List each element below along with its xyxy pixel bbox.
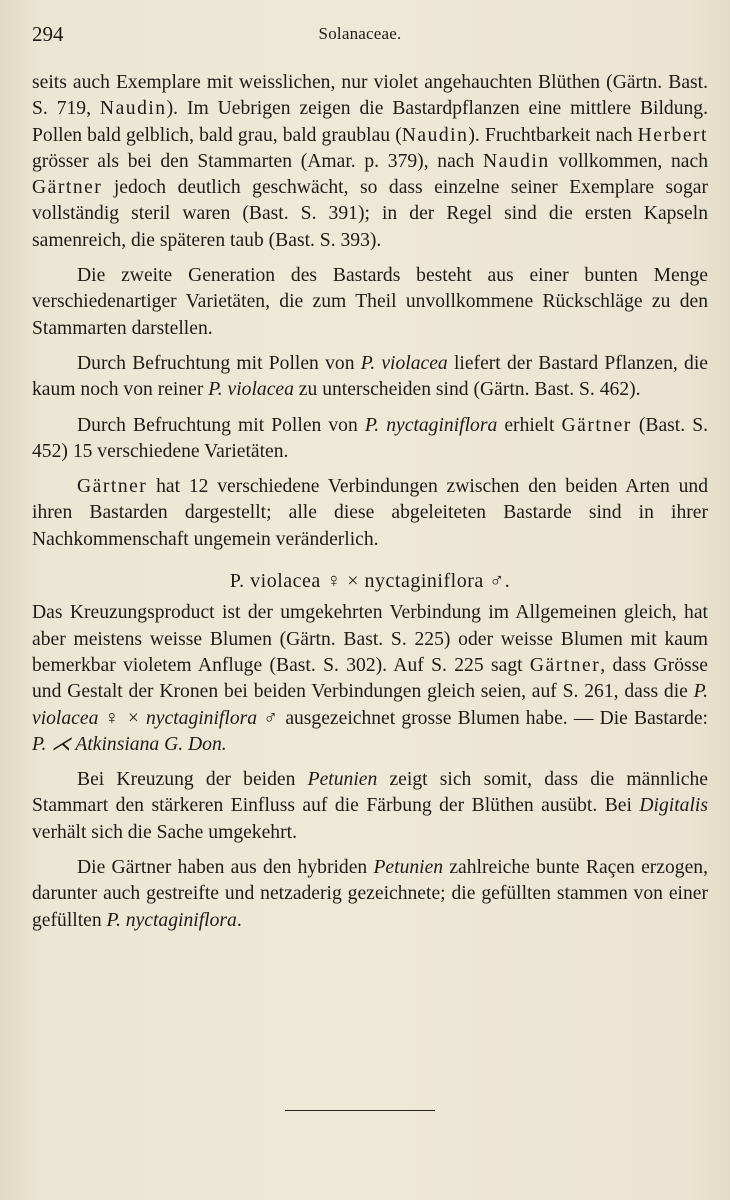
- page-header: [32, 22, 688, 50]
- spaced-name-run: Gärtner: [529, 654, 601, 676]
- italic-run: P. ⋌ Atkinsiana G. Don.: [32, 733, 227, 755]
- paragraph: [32, 70, 708, 254]
- text-run: Durch Befruchtung mit Pollen von: [77, 352, 361, 374]
- paragraph: [32, 263, 708, 342]
- text-run: jedoch deutlich geschwächt, so dass einzelne seiner Exemplare sogar vollständig steril waren (Bast. S. 391); in der Regel sind die ersten Kapseln samenreich, die späteren taub (Bast. S. 393).: [32, 177, 708, 251]
- text-run: , dass Grösse und Gestalt der Kronen bei beiden Verbindungen gleich seien, auf S. 261, dass die: [32, 654, 708, 703]
- spaced-name-run: Gärtner: [77, 476, 148, 498]
- italic-run: Digitalis: [639, 795, 708, 817]
- spaced-name-run: Herbert: [637, 124, 708, 146]
- paragraph: [32, 413, 708, 466]
- text-run: Das Kreuzungsproduct ist der umgekehrten Verbindung im Allgemeinen gleich, hat aber meistens weisse Blumen (Gärtn. Bast. S. 225) oder weisse Blumen mit kaum bemerkbar violetem Anfluge (Bast. S. 302). Auf S. 225 sagt: [32, 602, 708, 676]
- spaced-name-run: Naudin: [482, 150, 550, 172]
- spaced-name-run: Naudin: [99, 98, 167, 120]
- text-run: hat 12 verschiedene Verbindungen zwischen den beiden Arten und ihren Bastarden dargestellt; alle diese abgeleiteten Bastarde sind in ihrer Nachkommenschaft ungemein veränderlich.: [32, 476, 708, 550]
- text-run: Durch Befruchtung mit Pollen von: [77, 414, 365, 436]
- section-divider-rule: [285, 1110, 435, 1111]
- text-run: zu unterscheiden sind (Gärtn. Bast. S. 462).: [293, 379, 641, 401]
- spaced-name-run: Gärtner: [561, 414, 632, 436]
- text-run: erhielt: [497, 414, 562, 436]
- text-run: ausgezeichnet grosse Blumen habe. — Die Bastarde:: [279, 707, 709, 729]
- text-run: ). Im Uebrigen zeigen die Bastardpflanzen eine mittlere Bildung. Pollen bald gelblich, bald grau, bald graublau (: [32, 98, 708, 146]
- paragraph: [32, 474, 708, 553]
- text-run: ). Fruchtbarkeit nach: [468, 124, 638, 146]
- italic-run: Petunien: [307, 769, 378, 791]
- text-run: liefert der Bastard Pflanzen, die kaum noch von reiner: [32, 352, 708, 401]
- text-run: Die zweite Generation des Bastards besteht aus einer bunten Menge verschiedenartiger Varietäten, die zum Theil unvollkommene Rückschläge zu den Stammarten darstellen.: [32, 265, 708, 339]
- spaced-name-run: Naudin: [401, 124, 469, 146]
- text-run: zeigt sich somit, dass die männliche Stammart den stärkeren Einfluss auf die Färbung der Blüthen ausübt. Bei: [32, 769, 708, 817]
- page-number: 294: [32, 22, 64, 46]
- text-run: verhält sich die Sache umgekehrt.: [32, 821, 297, 843]
- italic-run: P. violacea: [208, 379, 294, 401]
- text-run: grösser als bei den Stammarten (Amar. p. 379), nach: [32, 150, 483, 172]
- paragraph: [32, 351, 708, 404]
- text-run: Die Gärtner haben aus den hybriden: [77, 857, 374, 879]
- italic-run: P. violacea ♀ × nyctaginiflora ♂: [32, 681, 708, 729]
- text-run: .: [236, 909, 242, 931]
- paragraph: [32, 767, 708, 846]
- paragraph: [32, 600, 708, 758]
- text-run: (Bast. S. 452) 15 verschiedene Varietäten.: [32, 414, 709, 462]
- italic-run: P. nyctaginiflora: [364, 414, 498, 436]
- running-title: Solanaceae.: [318, 24, 402, 43]
- paragraphs-after-heading: [32, 600, 708, 934]
- italic-run: Petunien: [373, 857, 444, 879]
- text-run: Bei Kreuzung der beiden: [77, 769, 308, 791]
- text-run: zahlreiche bunte Raçen erzogen, darunter auch gestreifte und netzaderig gezeichnete; die gefüllten stammen von einer gefüllten: [32, 857, 708, 931]
- paragraph: [32, 855, 708, 934]
- text-run: seits auch Exemplare mit weisslichen, nur violet angehauchten Blüthen (Gärtn. Bast. S. 719,: [32, 72, 708, 120]
- italic-run: P. nyctaginiflora: [106, 909, 237, 931]
- spaced-name-run: Gärtner: [32, 177, 103, 199]
- section-heading: P. violacea ♀ × nyctaginiflora ♂.: [229, 570, 511, 593]
- paragraphs-before-heading: [32, 70, 708, 553]
- text-run: vollkommen, nach: [549, 150, 708, 172]
- italic-run: P. violacea: [360, 352, 448, 374]
- body-text: [32, 70, 708, 943]
